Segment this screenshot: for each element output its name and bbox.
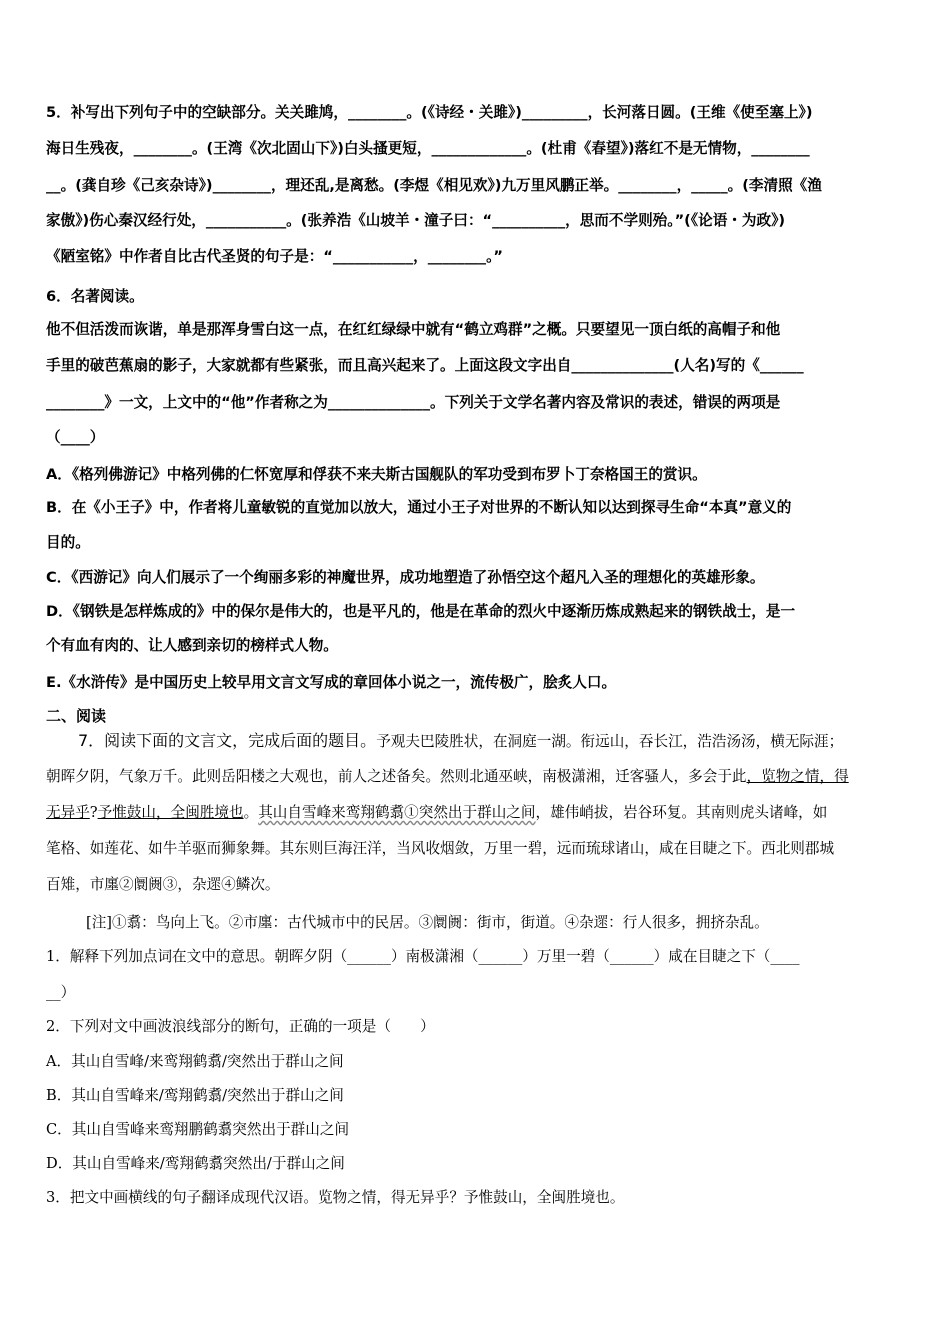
q5-line: 家傲》)伤心秦汉经行处，___________。(张养浩《山坡羊・潼子曰：“__________，思而不学则殆。”(《论语・为政》) [46, 212, 786, 229]
q6-option: 目的。 [46, 534, 90, 551]
q7-option: C．其山自雪峰来鸾翔鹏鹤翥突然出于群山之间 [46, 1121, 350, 1138]
q7-option: B．其山自雪峰来/鸾翔鹤翥/突然出于群山之间 [46, 1087, 344, 1104]
wavy-underlined-sentence: 其山自雪峰来鸾翔鹤翥①突然出于群山之间 [258, 804, 536, 821]
q6-option: C．《西游记》向人们展示了一个绚丽多彩的神魔世界，成功地塑造了孙悟空这个超凡入圣的理想化的英雄形象。 [46, 569, 765, 586]
q6-line: 手里的破芭蕉扇的影子，大家就都有些紧张，而且高兴起来了。上面这段文字出自______________(人名)写的《______ [46, 357, 804, 374]
q6-line: （____） [46, 429, 105, 446]
q7-sub-question: __） [46, 984, 76, 1001]
q5-line: 海日生残夜，________。(王湾《次北固山下》)白头搔更短，_____________。(杜甫《春望》)落红不是无情物，________ [46, 140, 810, 157]
q6-option: 个有血有肉的、让人感到亲切的榜样式人物。 [46, 637, 338, 654]
q7-sub-question: 1．解释下列加点词在文中的意思。朝晖夕阴（______）南极潇湘（______）万里一碧（______）咸在目睫之下（____ [46, 948, 800, 965]
underlined-sentence: 无异乎 [46, 804, 90, 821]
annotation-note: [注]①翥：鸟向上飞。②市廛：古代城市中的民居。③阛阓：街市，街道。④杂遝：行人很多，拥挤杂乱。 [86, 914, 769, 931]
passage-text: 笔格、如莲花、如牛羊驱而狮象舞。其东则巨海汪洋，当风收烟敛，万里一碧，远而琉球诸山，咸在目睫之下。西北则郡城 [46, 840, 835, 857]
q7-intro: 7．阅读下面的文言文，完成后面的题目。 [78, 731, 377, 750]
q7-sub-question: 3．把文中画横线的句子翻译成现代汉语。览物之情，得无异乎？予惟鼓山，全闽胜境也。 [46, 1189, 625, 1206]
passage-text: 百雉，市廛②阛阓③，杂遝④鳞次。 [46, 876, 280, 893]
section-heading: 二、阅读 [46, 707, 107, 725]
q6-option: A．《格列佛游记》中格列佛的仁怀宽厚和俘获不来夫斯古国舰队的军功受到布罗卜丁奈格国王的赏识。 [46, 466, 707, 483]
q7-option: A．其山自雪峰/来鸾翔鹤翥/突然出于群山之间 [46, 1053, 344, 1070]
passage-text: 予观夫巴陵胜状，在洞庭一湖。衔远山，吞长江，浩浩汤汤，横无际涯； [376, 733, 844, 750]
q6-option: D．《钢铁是怎样炼成的》中的保尔是伟大的，也是平凡的，他是在革命的烈火中逐渐历炼成熟起来的钢铁战士，是一 [46, 603, 796, 620]
passage-text: 朝晖夕阴，气象万千。此则岳阳楼之大观也，前人之述备矣。然则北通巫峡，南极潇湘，迁客骚人，多会于此 [46, 768, 747, 785]
q6-line: 他不但活泼而诙谐，单是那浑身雪白这一点，在红红绿绿中就有“鹤立鸡群”之概。只要望见一顶白纸的高帽子和他 [46, 321, 781, 338]
q6-title: 6．名著阅读。 [46, 288, 144, 305]
q5-line: __。(龚自珍《己亥杂诗》)________，理还乱,是离愁。(李煜《相见欢》)九万里风鹏正举。________，_____。(李清照《渔 [46, 177, 822, 194]
passage-text: ? [89, 804, 98, 821]
underlined-sentence: 予惟鼓山，全闽胜境也 [97, 804, 244, 821]
q5-line: 5．补写出下列句子中的空缺部分。关关雎鸠，________。(《诗经・关雎》)_________，长河落日圆。(王维《使至塞上》) [46, 104, 813, 121]
q5-line: 《陋室铭》中作者自比古代圣贤的句子是：“___________，________。” [46, 248, 503, 265]
q6-option: B．在《小王子》中，作者将儿童敏锐的直觉加以放大，通过小王子对世界的不断认知以达到探寻生命“本真”意义的 [46, 499, 792, 516]
passage-text: 。 [243, 804, 259, 821]
q6-line: ________》一文，上文中的“他”作者称之为______________。下列关于文学名著内容及常识的表述，错误的两项是 [46, 394, 781, 411]
q6-option: E.《水浒传》是中国历史上较早用文言文写成的章回体小说之一，流传极广，脍炙人口。 [46, 674, 617, 691]
passage-text: ，雄伟峭拔，岩谷环复。其南则虎头诸峰，如 [535, 804, 828, 821]
underlined-sentence: ，览物之情，得 [746, 768, 849, 785]
q7-option: D．其山自雪峰来/鸾翔鹤翥突然出/于群山之间 [46, 1155, 345, 1172]
q7-sub-question: 2．下列对文中画波浪线部分的断句，正确的一项是（ ） [46, 1018, 435, 1035]
